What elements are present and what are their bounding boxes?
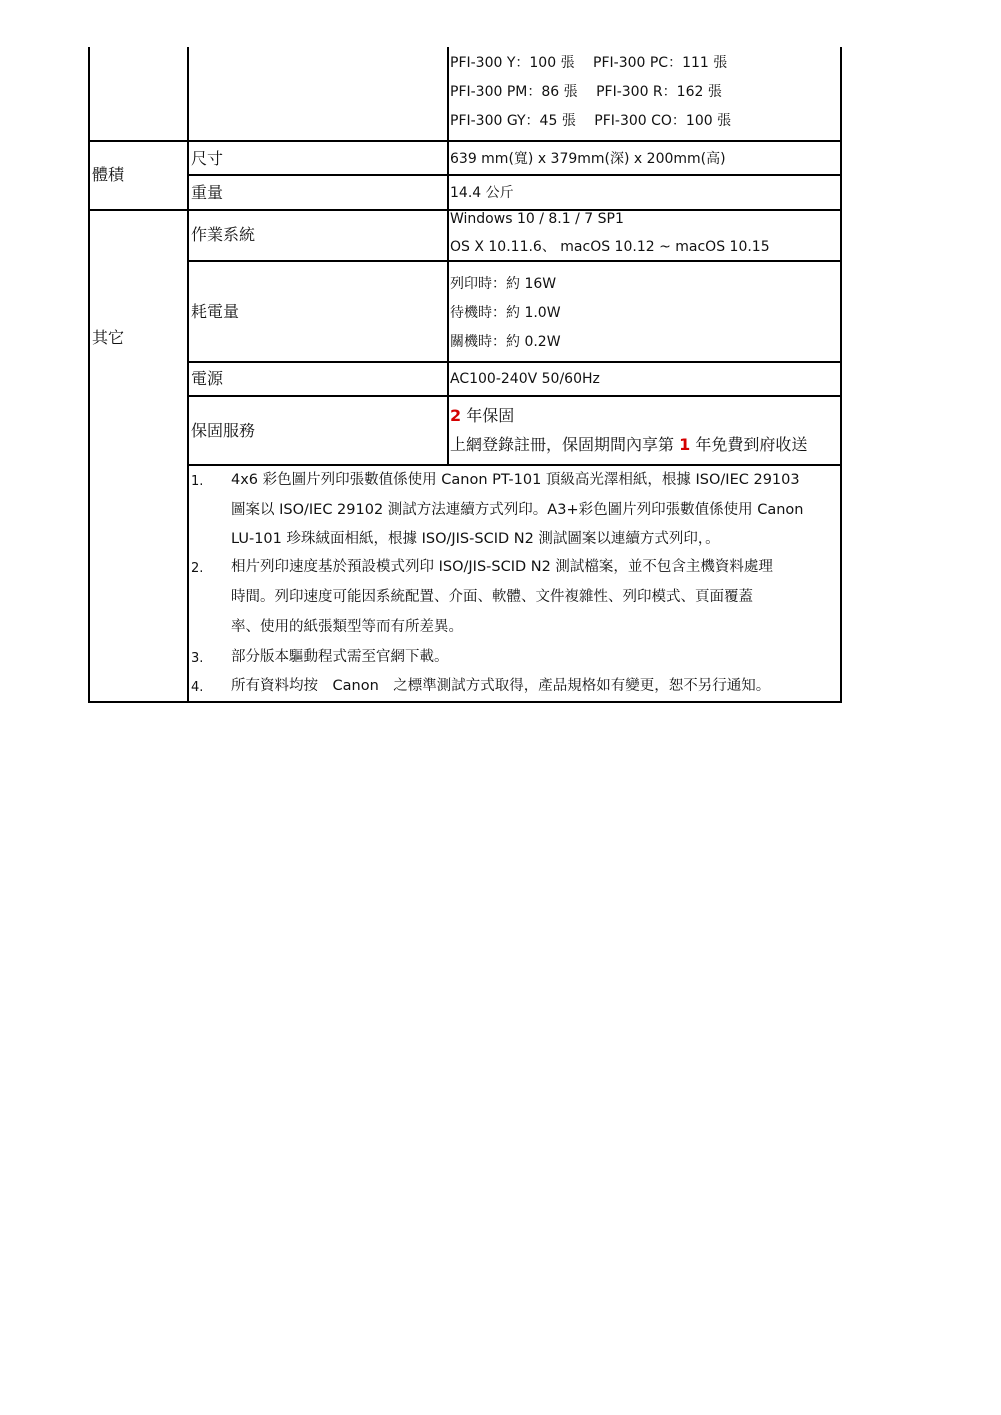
weight-label: 重量 [191,183,224,202]
row-line [187,395,842,397]
note-line: 部分版本驅動程式需至官網下載。 [231,649,449,665]
size-value: 639 mm(寬) x 379mm(深) x 200mm(高) [450,151,726,167]
note-line: 率、使用的紙張類型等而有所差異。 [231,619,463,635]
warranty-line-2 [450,437,807,453]
ink-yield-row: PFI-300 GY：45 張 PFI-300 CO：100 張 [450,113,732,129]
power-source-label: 電源 [191,369,224,388]
warranty-label: 保固服務 [191,421,256,440]
table-border-right [840,47,842,703]
note-number: 4. [191,680,204,695]
warranty-free-year: 1 [679,435,691,454]
warranty-text: 年保固 [461,406,515,425]
ink-yield-row: PFI-300 Y：100 張 PFI-300 PC：111 張 [450,55,728,71]
category-other: 其它 [92,328,125,347]
category-volume: 體積 [92,165,125,184]
table-border-bottom [88,701,842,703]
row-line [88,140,842,142]
note-number: 2. [191,561,204,576]
power-value: 列印時：約 16W [450,276,557,292]
row-line [187,361,842,363]
warranty-years: 2 [450,406,462,425]
weight-value: 14.4 公斤 [450,185,514,201]
note-line: 時間。列印速度可能因系統配置、介面、軟體、文件複雜性、列印模式、頁面覆蓋 [231,589,753,605]
warranty-text: 年免費到府收送 [690,435,808,454]
power-label: 耗電量 [191,302,240,321]
row-line [187,174,842,176]
note-line: 4x6 彩色圖片列印張數值係使用 Canon PT-101 頂級高光澤相紙，根據 ISO/IEC 29103 [231,472,800,488]
row-line [187,464,842,466]
note-line: LU-101 珍珠絨面相紙，根據 ISO/JIS-SCID N2 測試圖案以連續方式列印，。 [231,531,720,547]
os-value: Windows 10 / 8.1 / 7 SP1 [450,211,624,227]
warranty-text: 上網登錄註冊，保固期間內享第 [450,435,680,454]
power-value: 關機時：約 0.2W [450,334,561,350]
table-divider-1 [187,47,189,703]
os-label: 作業系統 [191,225,256,244]
note-number: 3. [191,651,204,666]
row-line [187,260,842,262]
table-border-left [88,47,90,703]
note-line: 相片列印速度基於預設模式列印 ISO/JIS-SCID N2 測試檔案，並不包含主機資料處理 [231,559,773,575]
power-source-value: AC100-240V 50/60Hz [450,371,600,387]
size-label: 尺寸 [191,149,224,168]
note-line: 所有資料均按 Canon 之標準測試方式取得，產品規格如有變更，恕不另行通知。 [231,678,771,694]
power-value: 待機時：約 1.0W [450,305,561,321]
warranty-line-1 [450,408,514,424]
note-line: 圖案以 ISO/IEC 29102 測試方法連續方式列印。A3+彩色圖片列印張數值係使用 Canon [231,502,804,518]
ink-yield-row: PFI-300 PM：86 張 PFI-300 R：162 張 [450,84,722,100]
note-number: 1. [191,474,204,489]
os-value: OS X 10.11.6、 macOS 10.12 ~ macOS 10.15 [450,239,770,255]
table-divider-2 [447,47,449,466]
